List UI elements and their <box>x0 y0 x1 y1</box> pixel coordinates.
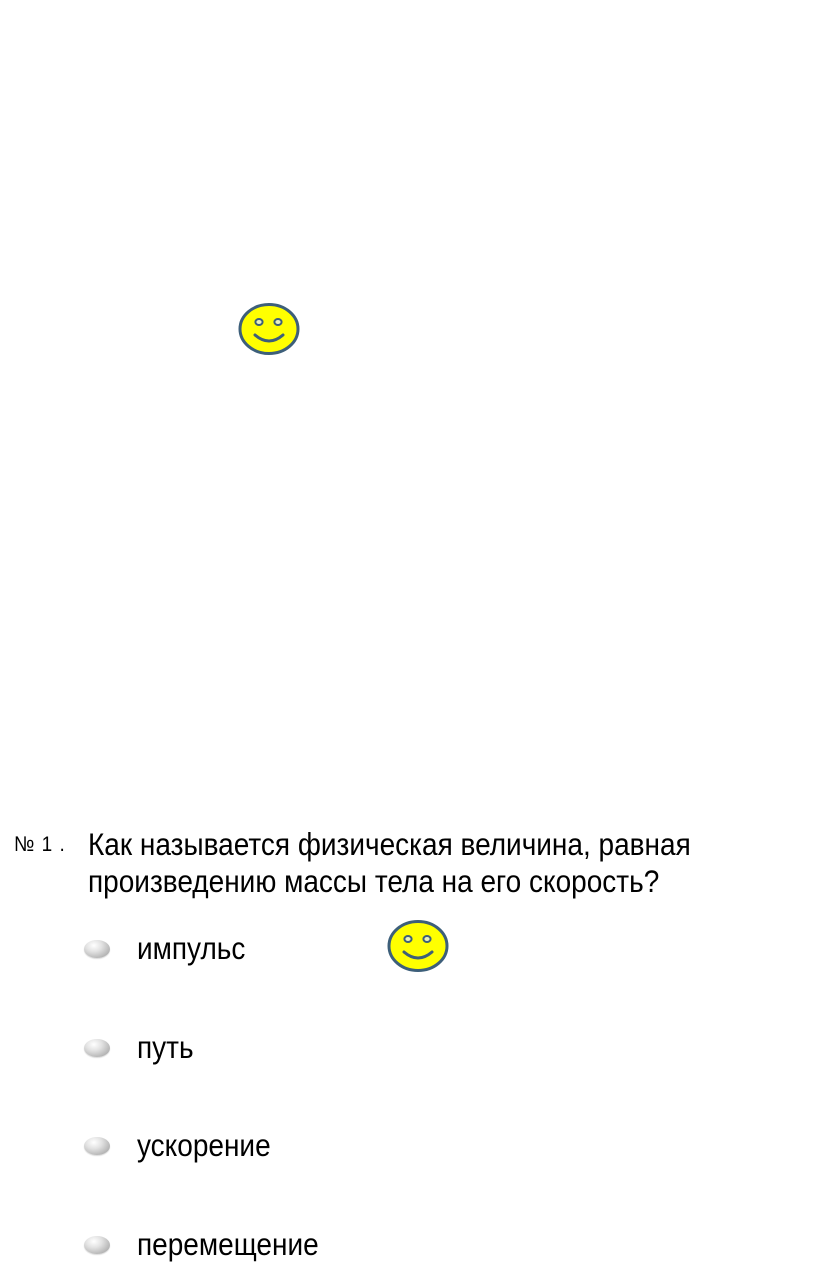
answer-option-label: путь <box>137 1030 194 1065</box>
answer-option-3[interactable] <box>84 1126 271 1166</box>
answer-option-1[interactable] <box>84 929 245 969</box>
radio-bullet-icon[interactable] <box>84 1236 110 1254</box>
question-number: № 1 . <box>14 833 66 857</box>
answer-option-4[interactable] <box>84 1225 319 1265</box>
answer-option-label: ускорение <box>137 1128 271 1163</box>
smiley-face-icon <box>238 302 300 356</box>
smiley-face-icon <box>387 919 449 973</box>
radio-bullet-icon[interactable] <box>84 1137 110 1155</box>
question-text: Как называется физическая величина, равная произведению массы тела на его скорость? <box>88 827 691 899</box>
answer-option-label: импульс <box>137 931 246 966</box>
answer-option-2[interactable] <box>84 1028 194 1068</box>
radio-bullet-icon[interactable] <box>84 940 110 958</box>
radio-bullet-icon[interactable] <box>84 1039 110 1057</box>
answer-option-label: перемещение <box>137 1227 319 1262</box>
